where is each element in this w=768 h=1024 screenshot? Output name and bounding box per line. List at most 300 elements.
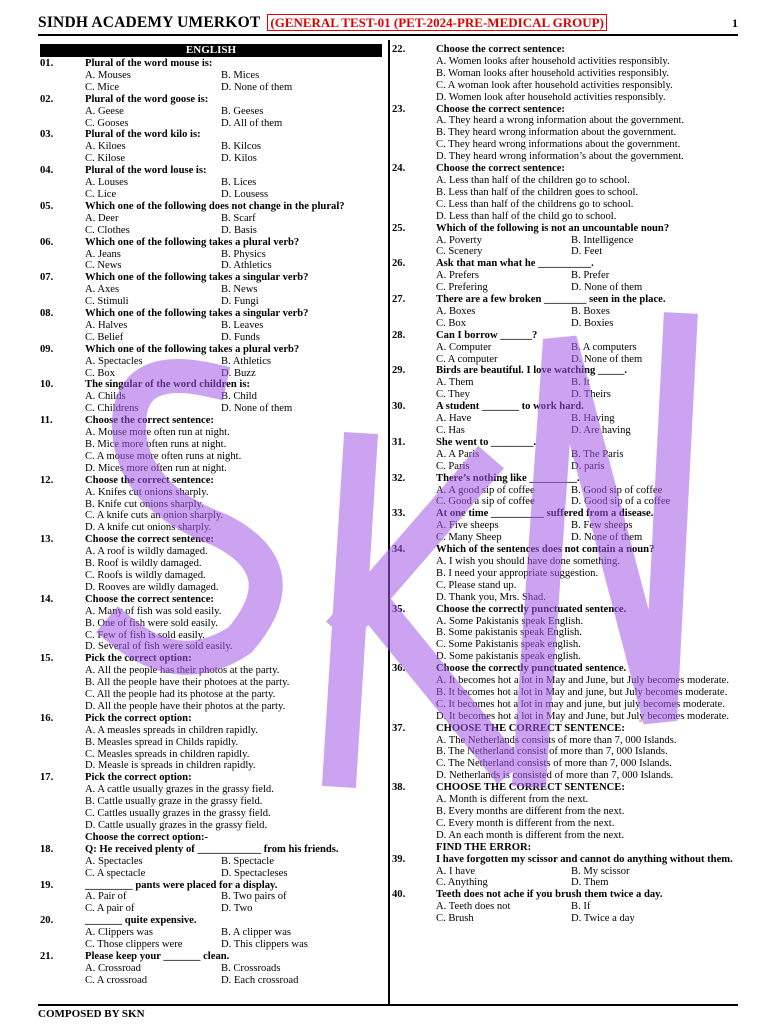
question-number: 12. (40, 474, 54, 486)
answer-option: B. Some pakistanis speak English. (436, 627, 582, 639)
question-stem: Which one of the following takes a singular verb? (85, 272, 309, 284)
question-item (40, 58, 382, 94)
question-header (392, 508, 740, 520)
question-number: 07. (40, 272, 54, 284)
question-number: 01. (40, 58, 54, 69)
answer-option: A. The Netherlands consists of more than 7, 000 Islands. (436, 734, 677, 746)
question-header (392, 223, 740, 235)
answer-option: A. A Paris (436, 448, 480, 460)
question-stem: Which one of the following takes a plural verb? (85, 343, 300, 355)
answer-option: B. One of fish were sold easily. (85, 617, 218, 629)
answer-option: B. Geeses (221, 105, 264, 117)
answer-option: C. Brush (436, 913, 474, 925)
answer-option: A. Clippers was (85, 927, 153, 939)
question-item (40, 475, 382, 535)
answer-option: B. News (221, 284, 258, 296)
options-grid (392, 377, 740, 401)
answer-option: C. Gooses (85, 117, 129, 129)
answer-option: B. It (571, 377, 590, 389)
answer-option: D. Two (221, 903, 253, 915)
question-header (392, 258, 740, 270)
question-header (40, 880, 382, 892)
answer-option: A. Crossroad (85, 962, 141, 974)
question-item (392, 104, 740, 164)
answer-option: A. A measles spreads in children rapidly. (85, 724, 258, 736)
answer-option: C. Has (436, 425, 465, 436)
options-grid (40, 177, 382, 201)
question-number: 38. (392, 782, 406, 794)
options-grid (40, 213, 382, 237)
answer-option: B. Mice more often runs at night. (85, 439, 227, 450)
answer-option: B. Kilcos (221, 141, 262, 153)
question-header (40, 165, 382, 177)
answer-option: B. Leaves (221, 319, 264, 331)
answer-option: D. Rooves are wildly damaged. (85, 581, 219, 593)
answer-option: A. Computer (436, 341, 492, 353)
question-header (392, 782, 740, 794)
answer-option: B. Athletics (221, 355, 272, 367)
answer-option: B. Mices (221, 69, 260, 81)
question-item (392, 44, 740, 104)
answer-option: A. Mouses (85, 69, 131, 81)
options-grid (40, 391, 382, 415)
answer-option: D. Kilos (221, 153, 257, 165)
question-stem: Birds are beautiful. I love watching _____. (436, 365, 628, 377)
page-number: 1 (732, 16, 738, 30)
answer-option: D. Them (571, 877, 609, 889)
question-item (392, 889, 740, 925)
question-stem: Teeth does not ache if you brush them twice a day. (436, 889, 663, 901)
answer-option: D. Some pakistanis speak english. (436, 651, 581, 663)
question-number: 30. (392, 401, 406, 413)
answer-option: A. Women looks after household activities responsibly. (436, 55, 670, 67)
options-grid (40, 356, 382, 380)
answer-option: A. Knifes cut onions sharply. (85, 486, 209, 498)
question-header (392, 723, 740, 735)
question-header (392, 330, 740, 342)
options-grid (40, 891, 382, 915)
question-header (40, 129, 382, 141)
answer-option: A. Many of fish was sold easily. (85, 605, 222, 617)
answer-option: A. Louses (85, 177, 128, 189)
answer-option: B. Good sip of coffee (571, 484, 663, 496)
answer-option: C. A pair of (85, 903, 135, 915)
question-stem: Pick the correct option: (85, 653, 192, 665)
question-stem: Which of the sentences does not contain a noun? (436, 544, 655, 556)
question-number: 27. (392, 294, 406, 306)
question-header (40, 951, 382, 963)
question-item (392, 854, 740, 890)
answer-option: B. I need your appropriate suggestion. (436, 567, 599, 579)
section-title: ENGLISH (40, 44, 382, 57)
question-stem: Choose the correct sentence: (85, 474, 214, 486)
question-number: 33. (392, 508, 406, 520)
question-header (40, 915, 382, 927)
question-item (40, 534, 382, 594)
options-grid (40, 927, 382, 951)
answer-option: D. None of them (221, 403, 293, 415)
question-stem: Plural of the word kilo is: (85, 129, 201, 141)
question-header (392, 401, 740, 413)
question-stem: She went to ________. (436, 436, 537, 448)
answer-option: B. Physics (221, 248, 266, 260)
answer-option: B. A computers (571, 341, 637, 353)
options-grid (392, 306, 740, 330)
question-number: 05. (40, 200, 54, 212)
question-item (40, 308, 382, 344)
answer-option: A. Axes (85, 284, 120, 296)
school-name: SINDH ACADEMY UMERKOT (38, 14, 261, 31)
question-header (40, 94, 382, 106)
question-number: 09. (40, 343, 54, 355)
answer-option: A. I have (436, 865, 476, 877)
question-number: 29. (392, 365, 406, 377)
answer-option: C. Some Pakistanis speak english. (436, 639, 581, 651)
question-item (392, 401, 740, 437)
answer-option: C. Less than half of the childrens go to school. (436, 198, 634, 210)
answer-option: C. Every month is different from the next. (436, 817, 615, 829)
answer-option: B. Intelligence (571, 234, 634, 246)
answer-option: C. Many Sheep (436, 532, 502, 544)
options-grid (40, 249, 382, 273)
answer-option: B. Roof is wildly damaged. (85, 558, 202, 570)
question-item (392, 508, 740, 544)
answer-option: A. I wish you should have done something. (436, 555, 620, 567)
answer-option: D. Cattle usually grazes in the grassy field. (85, 820, 268, 831)
question-stem: Choose the correct sentence: (85, 593, 214, 605)
left-column (40, 44, 382, 987)
question-item (392, 365, 740, 401)
answer-option: B. Measles spread in Childs rapidly. (85, 736, 239, 748)
question-number: 20. (40, 915, 54, 927)
answer-option: D. Women look after household activities responsibly. (436, 91, 666, 103)
answer-option: D. Basis (221, 224, 257, 236)
question-header (392, 663, 740, 675)
answer-option: D. Thank you, Mrs. Shad. (436, 591, 546, 603)
question-header (392, 604, 740, 616)
answer-option: B. My scissor (571, 865, 630, 877)
answer-option: D. Boxies (571, 317, 614, 329)
answer-option: D. None of them (571, 353, 643, 365)
answer-option: D. None of them (221, 81, 293, 93)
answer-option: B. They heard wrong information about the government. (436, 127, 677, 139)
options-grid (40, 284, 382, 308)
answer-option: B. Lices (221, 177, 257, 189)
answer-option: B. Few sheeps (571, 520, 633, 532)
question-item (392, 223, 740, 259)
question-number: 23. (392, 103, 406, 115)
answer-option: C. Belief (85, 331, 124, 343)
options-grid (392, 485, 740, 509)
question-item (40, 201, 382, 237)
column-divider (388, 40, 390, 1004)
answer-option: D. Each crossroad (221, 974, 299, 986)
question-item (40, 713, 382, 773)
answer-option: C. Stimuli (85, 296, 129, 308)
question-header (40, 713, 382, 725)
options-grid (40, 106, 382, 130)
options-grid (392, 270, 740, 294)
options-grid (40, 320, 382, 344)
answer-option: C. They heard wrong informations about the government. (436, 139, 681, 151)
options-grid (40, 963, 382, 987)
question-number: 19. (40, 879, 54, 891)
question-number: 18. (40, 843, 54, 855)
answer-option: D. None of them (571, 282, 643, 294)
answer-option: A. Five sheeps (436, 520, 499, 532)
question-header (40, 237, 382, 249)
question-item (40, 915, 382, 951)
answer-option: D. This clippers was (221, 939, 308, 951)
answer-option: C. Good a sip of coffee (436, 496, 535, 508)
answer-option: C. A woman look after household activities responsibly. (436, 79, 673, 91)
answer-option: A. A cattle usually grazes in the grassy field. (85, 784, 274, 796)
question-stem: Which one of the following takes a plural verb? (85, 236, 300, 248)
answer-option: D. Feet (571, 246, 603, 258)
answer-option: D. All the people have their photos at the party. (85, 700, 286, 712)
footer-credit: COMPOSED BY SKN (38, 1008, 145, 1020)
answer-option: A. Jeans (85, 248, 121, 260)
answer-option: D. Good sip of a coffee (571, 496, 671, 508)
answer-option: D. Are having (571, 425, 631, 436)
question-stem: Which of the following is not an uncountable noun? (436, 222, 670, 234)
answer-option: C. A knife cuts an onion sharply. (85, 510, 224, 522)
question-number: 16. (40, 712, 54, 724)
options-grid (392, 235, 740, 259)
options-grid (40, 70, 382, 94)
answer-option: D. Measle is spreads in children rapidly. (85, 760, 256, 772)
answer-option: A. Boxes (436, 305, 476, 317)
answer-option: D. All of them (221, 117, 283, 129)
question-item (40, 594, 382, 654)
options-grid (392, 449, 740, 473)
question-stem: At one time __________ suffered from a disease. (436, 508, 654, 520)
answer-option: C. Scenery (436, 246, 483, 258)
question-item (40, 272, 382, 308)
test-title: (GENERAL TEST-01 (PET-2024-PRE-MEDICAL GROUP) (267, 14, 607, 31)
question-item (392, 782, 740, 842)
question-item (392, 258, 740, 294)
answer-option: B. Boxes (571, 305, 610, 317)
answer-option: D. Spectacleses (221, 867, 288, 879)
question-number: 28. (392, 329, 406, 341)
answer-option: A. Deer (85, 212, 119, 224)
question-stem: Choose the correct sentence: (436, 103, 565, 115)
question-item (40, 344, 382, 380)
question-stem: Choose the correctly punctuated sentence. (436, 603, 627, 615)
answer-option: D. Fungi (221, 296, 259, 308)
answer-option: D. Several of fish were sold easily. (85, 641, 233, 653)
question-item (392, 663, 740, 723)
options-grid (392, 342, 740, 366)
answer-option: D. An each month is different from the next. (436, 829, 625, 841)
answer-option: C. A computer (436, 353, 498, 365)
question-header (40, 344, 382, 356)
question-header (40, 772, 382, 784)
question-header (392, 365, 740, 377)
answer-option: D. Funds (221, 331, 260, 343)
options-grid (392, 520, 740, 544)
question-item (392, 723, 740, 783)
answer-option: B. The Paris (571, 448, 624, 460)
question-item (40, 165, 382, 201)
options-grid (40, 856, 382, 880)
right-column (392, 44, 740, 925)
answer-option: C. Few of fish is sold easily. (85, 629, 205, 641)
answer-option: B. All the people have their photoes at the party. (85, 677, 290, 689)
question-number: 22. (392, 44, 406, 55)
answer-option: D. paris (571, 460, 605, 472)
answer-option: B. Woman looks after household activities responsibly. (436, 67, 670, 79)
answer-option: B. Having (571, 413, 615, 425)
question-stem: CHOOSE THE CORRECT SENTENCE: (436, 782, 625, 794)
question-stem: Please keep your _______ clean. (85, 950, 230, 962)
answer-option: D. They heard wrong information’s about the government. (436, 151, 684, 163)
answer-option: A. Have (436, 413, 472, 425)
question-header (40, 272, 382, 284)
question-stem: Q: He received plenty of ____________ from his friends. (85, 843, 339, 855)
answer-option: B. The Netherland consist of more than 7, 000 Islands. (436, 746, 668, 758)
answer-option: C. Box (436, 317, 467, 329)
question-number: 11. (40, 415, 53, 427)
answer-option: D. None of them (571, 532, 643, 544)
answer-option: D. Twice a day (571, 913, 635, 925)
answer-option: B. Cattle usually graze in the grassy field. (85, 796, 263, 808)
question-item (392, 163, 740, 223)
question-number: 36. (392, 663, 406, 675)
question-item (40, 844, 382, 880)
question-stem: Choose the correct sentence: (85, 415, 214, 427)
question-stem: Ask that man what he __________. (436, 258, 594, 270)
answer-option: B. If (571, 901, 591, 913)
question-item (392, 294, 740, 330)
question-header (40, 201, 382, 213)
question-header (40, 594, 382, 606)
answer-option: B. Crossroads (221, 962, 281, 974)
answer-option: C. Childrens (85, 403, 139, 415)
answer-option: A. They heard a wrong information about the government. (436, 115, 685, 127)
answer-option: A. Childs (85, 391, 126, 403)
answer-option: C. A crossroad (85, 974, 148, 986)
answer-option: C. Clothes (85, 224, 130, 236)
question-number: 14. (40, 593, 54, 605)
answer-option: C. Box (85, 367, 116, 379)
answer-option: B. Spectacle (221, 855, 274, 867)
answer-option: A. Spectacles (85, 355, 143, 367)
question-stem: _________ pants were placed for a display. (85, 879, 278, 891)
answer-option: D. Lousess (221, 188, 269, 200)
question-header (40, 475, 382, 487)
answer-option: C. Please stand up. (436, 579, 517, 591)
answer-option: C. Roofs is wildly damaged. (85, 569, 206, 581)
answer-option: B. It becomes hot a lot in May and june, but July becomes moderate. (436, 686, 728, 698)
options-grid (392, 413, 740, 437)
answer-option: A. It becomes hot a lot in May and June, but July becomes moderate. (436, 675, 730, 687)
question-header (40, 415, 382, 427)
page-footer (38, 1004, 738, 1020)
instruction-heading: Choose the correct option:- (85, 831, 209, 843)
answer-option: C. The Netherland consists of more than 7, 000 Islands. (436, 758, 672, 770)
question-number: 21. (40, 950, 54, 962)
question-stem: Which one of the following takes a singular verb? (85, 308, 309, 320)
question-stem: Pick the correct option: (85, 712, 192, 724)
answer-option: A. Pair of (85, 891, 127, 903)
answer-option: C. Anything (436, 877, 488, 889)
answer-option: B. Every months are different from the next. (436, 806, 625, 817)
question-stem: Plural of the word mouse is: (85, 58, 213, 69)
question-header (40, 308, 382, 320)
answer-option: D. Netherlands is consisted of more than 7, 000 Islands. (436, 770, 674, 782)
answer-option: C. Mice (85, 81, 120, 93)
question-stem: Plural of the word goose is: (85, 93, 209, 105)
question-number: 13. (40, 534, 54, 546)
answer-option: C. Measles spreads in children rapidly. (85, 748, 250, 760)
answer-option: C. Lice (85, 188, 117, 200)
question-header (40, 653, 382, 665)
question-header (392, 889, 740, 901)
question-item (392, 473, 740, 509)
answer-option: B. A clipper was (221, 927, 292, 939)
answer-option: B. Scarf (221, 212, 256, 224)
question-number: 06. (40, 236, 54, 248)
question-stem: The singular of the word children is: (85, 379, 251, 391)
question-header (392, 104, 740, 116)
answer-option: C. Kilose (85, 153, 126, 165)
question-header (392, 437, 740, 449)
answer-option: A. Prefers (436, 270, 479, 282)
answer-option: B. Prefer (571, 270, 610, 282)
question-header (40, 534, 382, 546)
question-item (40, 653, 382, 713)
question-stem: Choose the correct sentence: (436, 44, 565, 55)
answer-option: A. Month is different from the next. (436, 794, 589, 806)
question-header (392, 163, 740, 175)
question-stem: Pick the correct option: (85, 772, 192, 784)
page-header (38, 14, 738, 34)
question-item (392, 544, 740, 604)
question-stem: A student _______ to work hard. (436, 401, 584, 413)
answer-option: B. Two pairs of (221, 891, 287, 903)
answer-option: B. Knife cut onions sharply. (85, 498, 204, 510)
question-header (392, 44, 740, 56)
answer-option: A. A roof is wildly damaged. (85, 546, 208, 558)
question-header (40, 379, 382, 391)
question-header (392, 473, 740, 485)
answer-option: C. All the people had its photose at the party. (85, 689, 276, 701)
question-number: 04. (40, 165, 54, 177)
question-number: 39. (392, 853, 406, 865)
question-item (392, 437, 740, 473)
answer-option: D. A knife cut onions sharply. (85, 522, 212, 534)
question-item (40, 951, 382, 987)
header-rule (38, 34, 738, 36)
question-number: 32. (392, 472, 406, 484)
answer-option: C. It becomes hot a lot in may and june, but july becomes moderate. (436, 698, 725, 710)
question-number: 26. (392, 258, 406, 270)
answer-option: B. Less than half of the children goes to school. (436, 186, 639, 198)
answer-option: A. Kiloes (85, 141, 126, 153)
question-number: 03. (40, 129, 54, 141)
question-stem: Choose the correct sentence: (436, 163, 565, 175)
question-item (40, 415, 382, 475)
question-header (40, 844, 382, 856)
answer-option: A. Halves (85, 319, 128, 331)
answer-option: D. Theirs (571, 389, 611, 401)
question-stem: Choose the correctly punctuated sentence. (436, 663, 627, 675)
options-grid (40, 141, 382, 165)
answer-option: C. Cattles usually grazes in the grassy field. (85, 808, 271, 820)
answer-option: D. Mices more often run at night. (85, 462, 227, 474)
